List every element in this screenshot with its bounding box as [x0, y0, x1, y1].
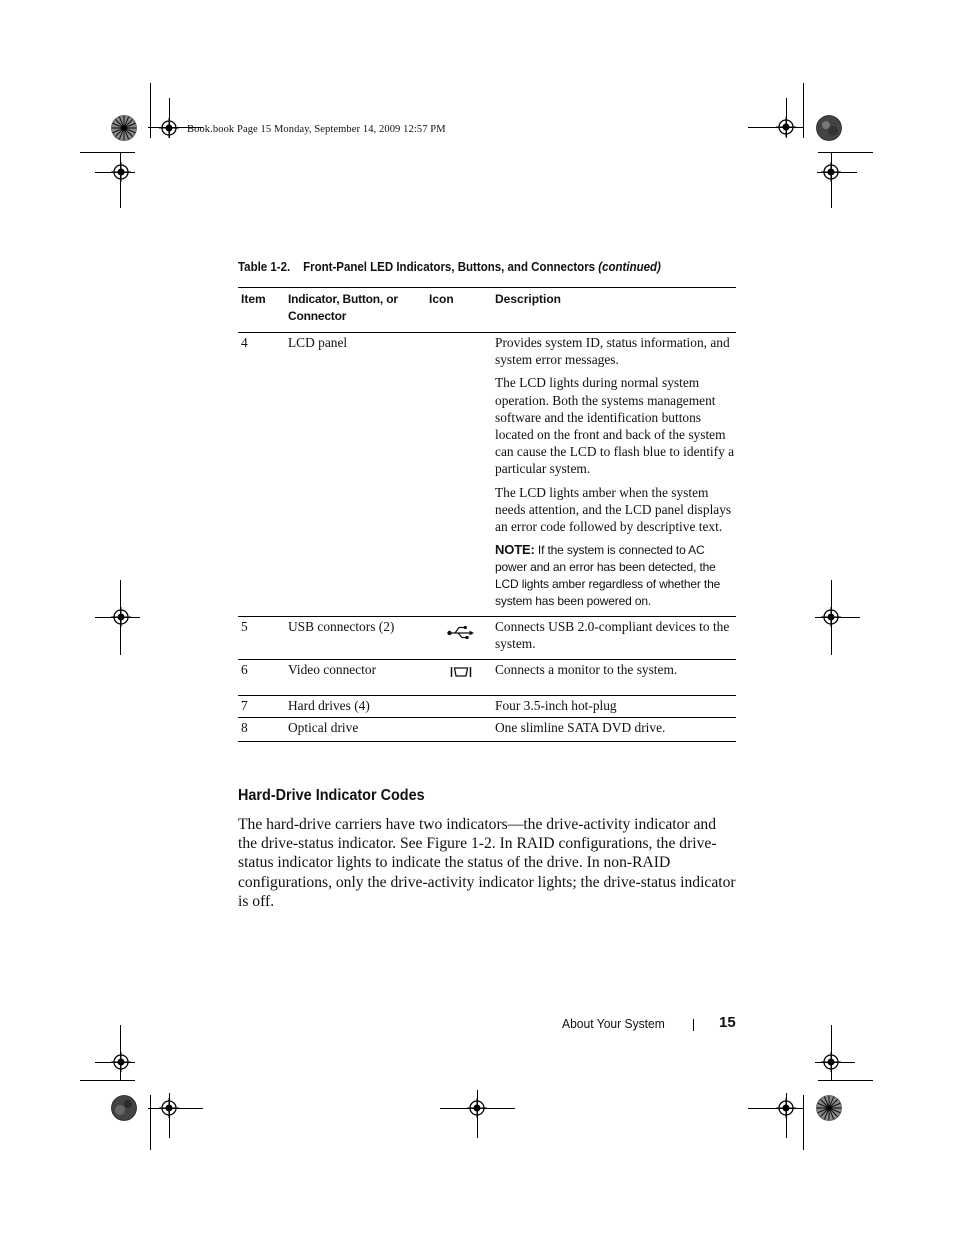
row-component-name: Video connector	[285, 659, 426, 695]
column-header-item: Item	[238, 288, 285, 333]
registration-mark-icon	[111, 162, 131, 182]
usb-icon	[447, 624, 475, 640]
section-heading: Hard-Drive Indicator Codes	[238, 787, 425, 804]
row-icon-cell	[426, 617, 492, 659]
table-row	[238, 333, 736, 617]
section-body-text: The hard-drive carriers have two indicators—the drive-activity indicator and the drive-status indicator. See Figure 1-2. In RAID configurations, the drive-status indicator lights to indicate the status of the drive. In non-RAID configurations, only the drive-activity indicator lights; the drive-status indicator is off.	[238, 816, 736, 910]
registration-mark-icon	[821, 607, 841, 627]
row-icon-cell	[426, 718, 492, 742]
registration-mark-icon	[821, 162, 841, 182]
note-text: If the system is connected to AC power and an error has been detected, the LCD lights amber regardless of whether the system has been powered on.	[495, 543, 721, 609]
table-caption-title: Front-Panel LED Indicators, Buttons, and Connectors	[303, 260, 596, 274]
column-header-icon: Icon	[426, 288, 492, 333]
starburst-target-icon	[111, 115, 137, 141]
table-caption-suffix: (continued)	[598, 260, 661, 274]
registration-mark-icon	[776, 1098, 796, 1118]
description-paragraph: The LCD lights amber when the system needs attention, and the LCD panel displays an error code followed by descriptive text.	[495, 484, 732, 535]
row-component-name: LCD panel	[285, 333, 426, 617]
table-caption	[238, 260, 661, 274]
registration-mark-icon	[467, 1098, 487, 1118]
registration-mark-icon	[111, 607, 131, 627]
row-component-name: USB connectors (2)	[285, 617, 426, 659]
front-panel-table	[238, 287, 736, 742]
video-connector-icon	[450, 665, 472, 679]
row-description: Connects USB 2.0-compliant devices to the system.	[492, 617, 736, 659]
footer-chapter-title: About Your System	[562, 1016, 665, 1031]
table-row	[238, 659, 736, 695]
description-paragraph: The LCD lights during normal system operation. Both the systems management software and the identification buttons located on the front and back of the system can cause the LCD to flash blue to identify a particular system.	[495, 375, 735, 477]
registration-mark-icon	[159, 118, 179, 138]
table-row	[238, 695, 736, 717]
column-header-indicator: Indicator, Button, or Connector	[285, 288, 426, 333]
table-row	[238, 718, 736, 742]
row-description: One slimline SATA DVD drive.	[492, 718, 736, 742]
row-description	[492, 333, 736, 617]
row-item-number: 5	[238, 617, 285, 659]
table-header-row	[238, 288, 736, 333]
row-item-number: 4	[238, 333, 285, 617]
registration-mark-icon	[111, 1052, 131, 1072]
starburst-target-icon	[111, 1095, 137, 1121]
note-paragraph	[495, 541, 736, 610]
footer-separator	[693, 1019, 694, 1031]
table-caption-number: Table 1-2.	[238, 260, 291, 274]
registration-mark-icon	[159, 1098, 179, 1118]
row-component-name: Hard drives (4)	[285, 695, 426, 717]
row-description: Connects a monitor to the system.	[492, 659, 736, 695]
print-header-stamp: Book.book Page 15 Monday, September 14, 2009 12:57 PM	[187, 124, 446, 135]
row-item-number: 6	[238, 659, 285, 695]
row-icon-cell	[426, 333, 492, 617]
row-item-number: 7	[238, 695, 285, 717]
row-icon-cell	[426, 695, 492, 717]
row-icon-cell	[426, 659, 492, 695]
table-row	[238, 617, 736, 659]
row-description: Four 3.5-inch hot-plug	[492, 695, 736, 717]
starburst-target-icon	[816, 1095, 842, 1121]
row-component-name: Optical drive	[285, 718, 426, 742]
registration-mark-icon	[821, 1052, 841, 1072]
note-label: NOTE:	[495, 542, 535, 558]
registration-mark-icon	[776, 117, 796, 137]
page-number: 15	[719, 1014, 736, 1031]
row-item-number: 8	[238, 718, 285, 742]
column-header-description: Description	[492, 288, 736, 333]
description-paragraph: Provides system ID, status information, and system error messages.	[495, 335, 730, 368]
starburst-target-icon	[816, 115, 842, 141]
